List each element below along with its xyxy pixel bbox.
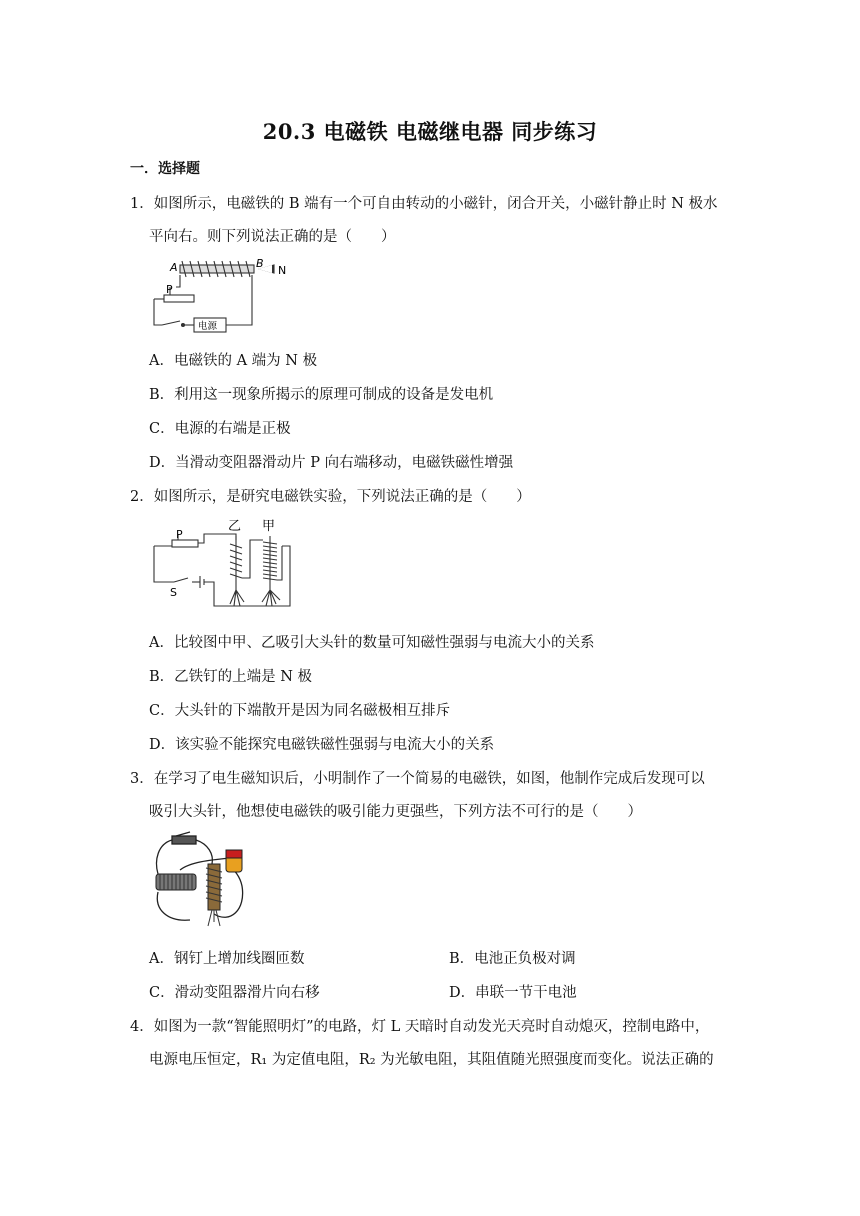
q1-label-b: B	[256, 257, 264, 270]
q1-electromagnet-figure	[150, 255, 304, 335]
q1-label-power: 电源	[198, 321, 218, 332]
q1-option-b[interactable]: B．利用这一现象所揭示的原理可制成的设备是发电机	[149, 387, 494, 403]
q3-electromagnet-photo	[150, 830, 256, 934]
q4-stem-line-2: 电源电压恒定，R₁ 为定值电阻，R₂ 为光敏电阻，其阻值随光照强度而变化。说法正确的	[149, 1052, 714, 1068]
q3-option-a[interactable]: A．钢钉上增加线圈匝数	[149, 951, 305, 967]
q2-label-p: P	[176, 528, 183, 541]
section-heading: 一．选择题	[130, 161, 200, 177]
q1-option-c[interactable]: C．电源的右端是正极	[149, 421, 291, 437]
q2-stem-line-1: 2．如图所示，是研究电磁铁实验，下列说法正确的是（ ）	[130, 489, 531, 505]
q2-option-b[interactable]: B．乙铁钉的上端是 N 极	[149, 669, 313, 685]
q1-stem-line-1: 1．如图所示，电磁铁的 B 端有一个可自由转动的小磁针，闭合开关，小磁针静止时 N 极水	[130, 196, 718, 212]
q2-label-s: S	[170, 586, 177, 599]
q3-option-d[interactable]: D．串联一节干电池	[449, 985, 577, 1001]
q4-stem-line-1: 4．如图为一款“智能照明灯”的电路，灯 L 天暗时自动发光天亮时自动熄灭，控制电路中，	[130, 1019, 710, 1035]
q2-label-yi: 乙	[228, 519, 242, 534]
q1-option-d[interactable]: D．当滑动变阻器滑动片 P 向右端移动，电磁铁磁性增强	[149, 455, 514, 471]
q1-label-a: A	[170, 261, 178, 274]
q1-label-n: N	[278, 264, 287, 277]
q1-label-p: P	[166, 283, 173, 296]
q3-option-b[interactable]: B．电池正负极对调	[449, 951, 576, 967]
q2-option-c[interactable]: C．大头针的下端散开是因为同名磁极相互排斥	[149, 703, 451, 719]
q2-option-a[interactable]: A．比较图中甲、乙吸引大头针的数量可知磁性强弱与电流大小的关系	[149, 635, 595, 651]
q3-option-c[interactable]: C．滑动变阻器滑片向右移	[149, 985, 320, 1001]
q1-stem-line-2: 平向右。则下列说法正确的是（ ）	[149, 229, 396, 245]
page-title: 20.3 电磁铁 电磁继电器 同步练习	[262, 119, 598, 144]
q2-label-jia: 甲	[262, 519, 276, 534]
q1-option-a[interactable]: A．电磁铁的 A 端为 N 极	[149, 353, 318, 369]
q3-stem-line-2: 吸引大头针，他想使电磁铁的吸引能力更强些，下列方法不可行的是（ ）	[149, 804, 642, 820]
q2-option-d[interactable]: D．该实验不能探究电磁铁磁性强弱与电流大小的关系	[149, 737, 495, 753]
q2-electromagnet-figure	[150, 516, 296, 612]
q3-stem-line-1: 3．在学习了电生磁知识后，小明制作了一个简易的电磁铁，如图，他制作完成后发现可以	[130, 771, 705, 787]
